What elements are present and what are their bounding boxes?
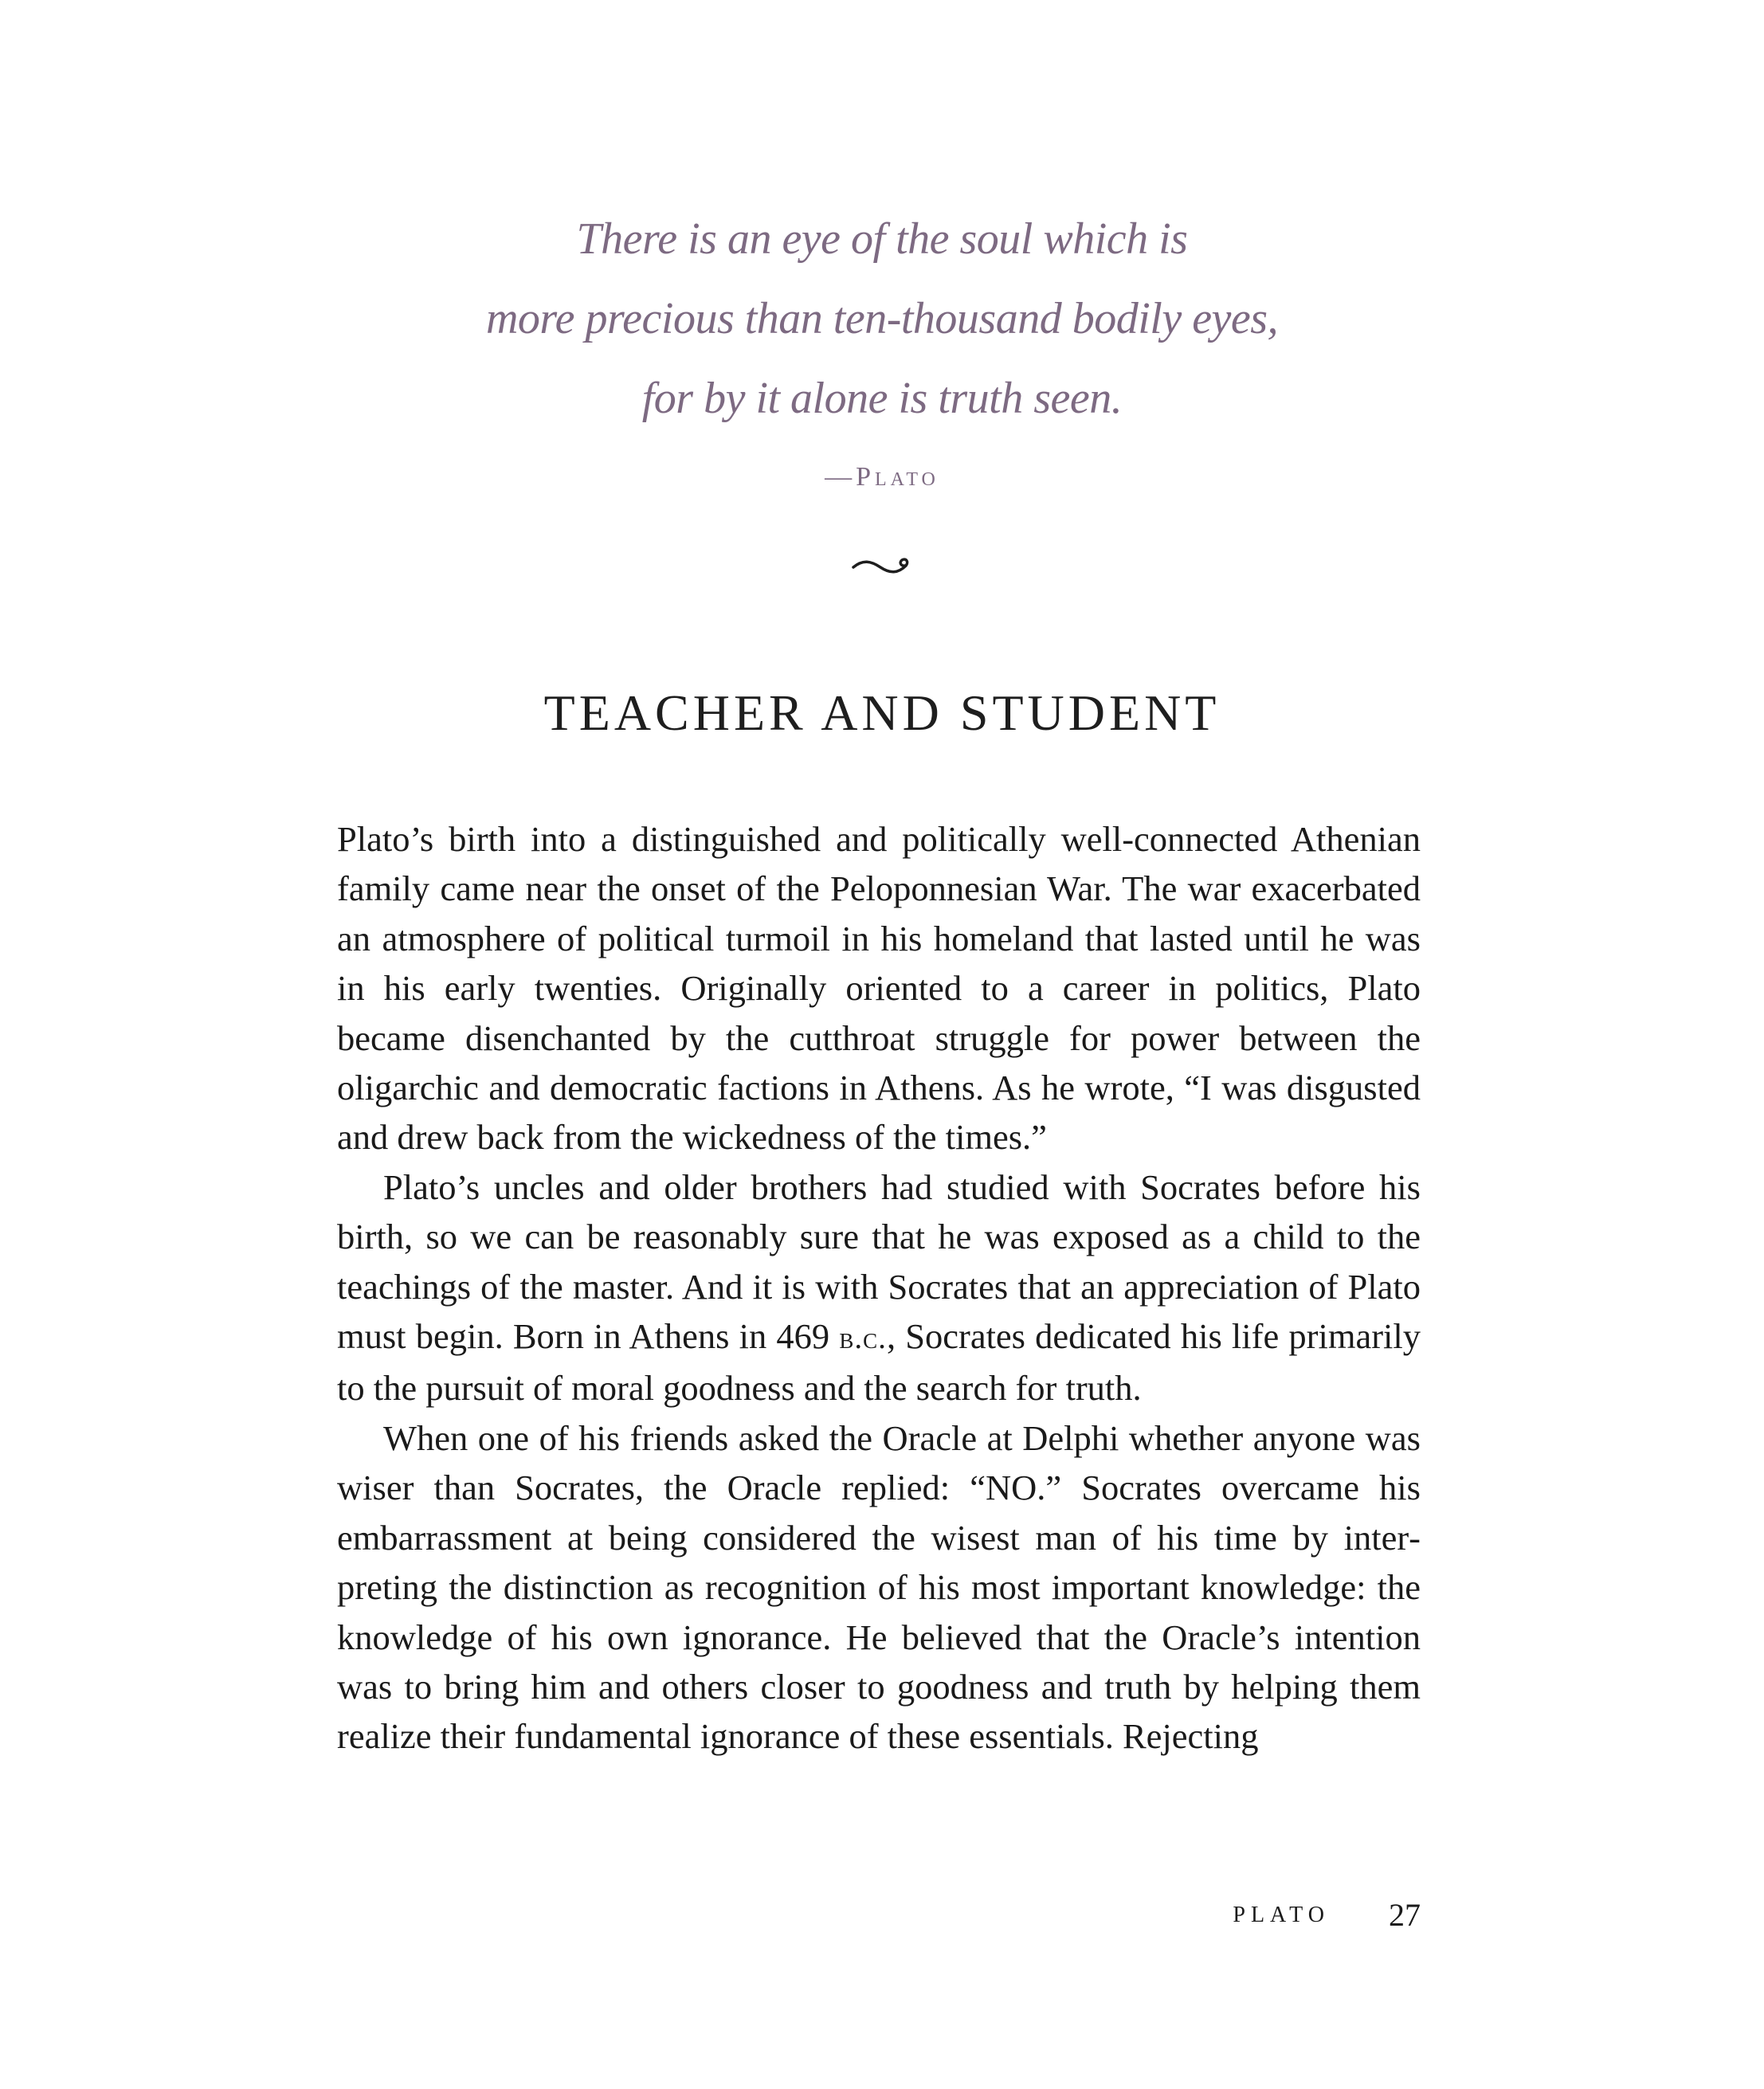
paragraph: Plato’s birth into a distinguished and politically well-connected Athenian family came near the onset of the Peloponnesian War. The war exacerbated an atmosphere of political turmoil in his homeland that lasted until he was in his early twenties. Originally oriented to a career in politics, Plato became disenchanted by the cutthroat struggle for power between the oligarchic and democratic factions in Athens. As he wrote, “I was disgusted and drew back from the wickedness of the times.” <box>337 819 1421 1158</box>
paragraph <box>337 1162 1421 1413</box>
paragraph-text: , Socrates dedicated his life primarily to the pursuit of moral goodness and the search for truth. <box>337 1316 1421 1409</box>
page-number: 27 <box>1389 1897 1421 1933</box>
section-heading: TEACHER AND STUDENT <box>543 684 1221 741</box>
paragraph-text: Plato’s uncles and older brothers had studied with Socrates before his birth, so we can be reasonably sure that he was exposed as a child to the teachings of the master. And it is with Socrates that an appreciation of Plato must begin. Born in Athens in 469 <box>337 1166 1421 1357</box>
era-abbreviation: b.c. <box>839 1321 887 1356</box>
epigraph-line: for by it alone is truth seen. <box>641 374 1123 423</box>
epigraph-line: more precious than ten-thousand bodily eyes, <box>485 294 1279 343</box>
body-text <box>337 814 1421 1762</box>
epigraph <box>0 199 1764 438</box>
running-head: PLATO <box>1233 1902 1330 1927</box>
swash-ornament-icon <box>850 550 914 582</box>
epigraph-attribution: —Plato <box>825 462 939 492</box>
paragraph: When one of his friends asked the Oracle at Delphi whether anyone was wiser than Socrates, the Oracle replied: “NO.” Socrates overcame his embarrassment at being considered the wisest man of his time by interpreting the distinction as recognition of his most important knowledge: the knowledge of his own ignorance. He believed that the Oracle’s intention was to bring him and others closer to goodness and truth by helping them realize their fundamental ignorance of these essentials. Rejecting <box>337 1417 1421 1757</box>
page-footer <box>1233 1896 1421 1934</box>
epigraph-line: There is an eye of the soul which is <box>576 214 1188 264</box>
